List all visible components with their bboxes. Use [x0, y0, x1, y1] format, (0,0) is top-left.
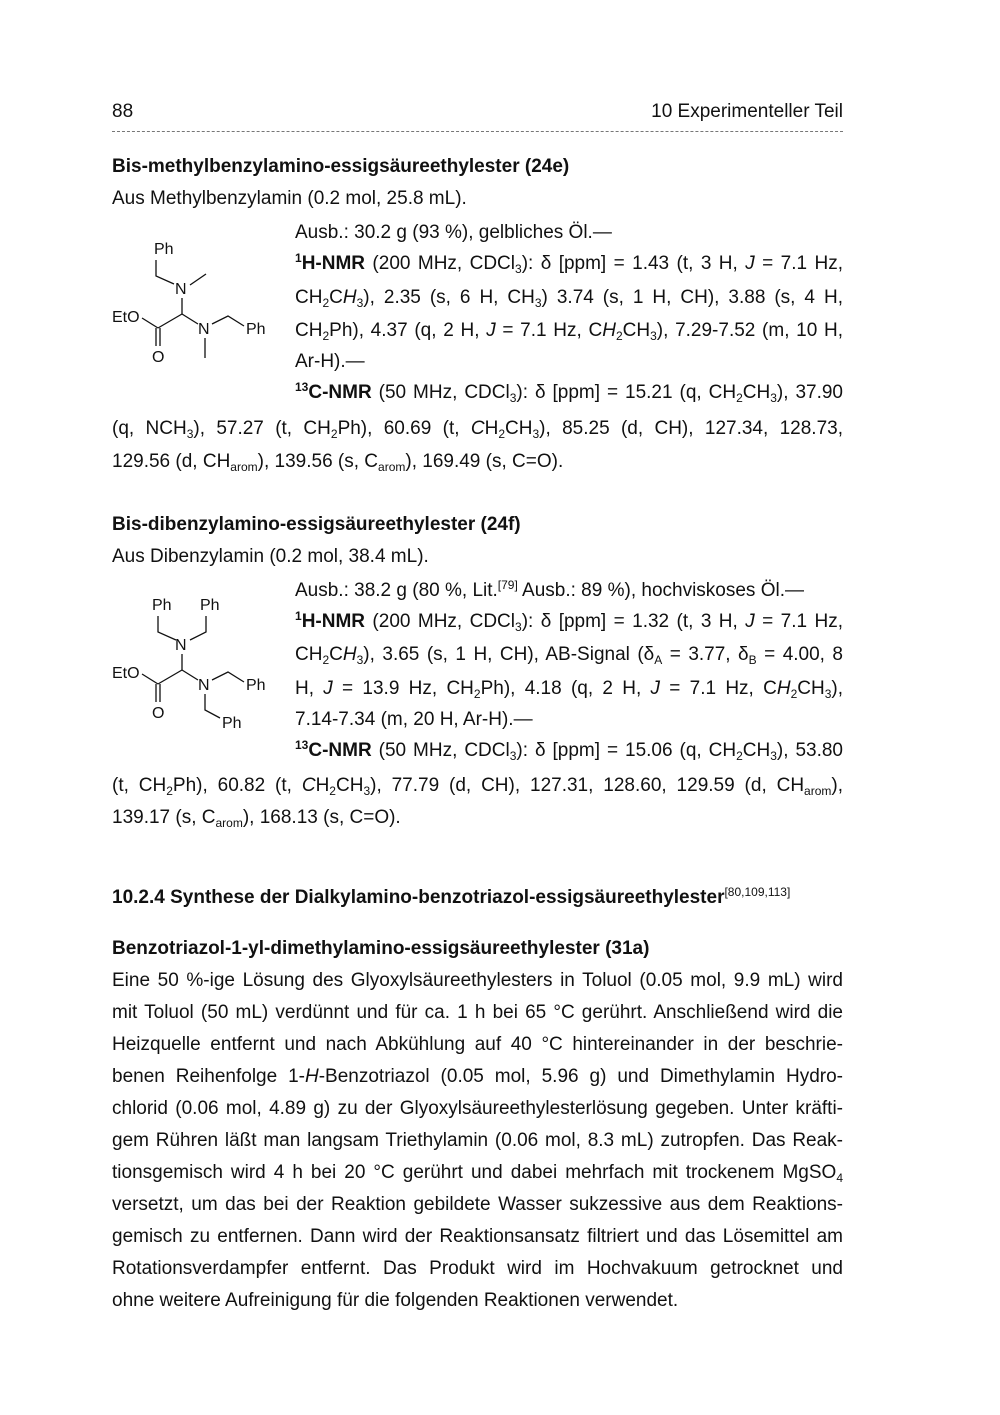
ausb-24f: Ausb.: 38.2 g (80 %, Lit.[79] Ausb.: 89 %), hochviskoses Öl.—: [295, 578, 804, 601]
page-number: 88: [112, 101, 134, 122]
body-31a-line5: chlorid (0.06 mol, 4.89 g) zu der Glyoxylsäureethylesterlösung gegeben. Unter kräfti-: [112, 1098, 843, 1119]
mol-24e-n1: N: [175, 281, 187, 298]
mol-24e-n2: N: [198, 321, 210, 338]
body-31a-line7: tionsgemisch wird 4 h bei 20 °C gerührt und dabei mehrfach mit trockenem MgSO$_4$: [112, 1162, 843, 1185]
mol-24f-eto: EtO: [112, 665, 140, 682]
mol-24e-eto: EtO: [112, 309, 140, 326]
body-31a-line6: gem Rühren läßt man langsam Triethylamin (0.06 mol, 8.3 mL) zutropfen. Das Reak-: [112, 1130, 843, 1151]
mol-24e-bond-me: [190, 274, 206, 285]
body-31a-line4: benen Reihenfolge 1-H-Benzotriazol (0.05 mol, 5.96 g) und Dimethylamin Hydro-: [112, 1066, 843, 1087]
mol-24f-bond-ch-n2: [182, 670, 198, 680]
hnmr-24f-line1: $^1$H-NMR (200 MHz, CDCl$_3$): δ [ppm] = 1.32 (t, 3 H, J = 7.1 Hz,: [295, 609, 843, 634]
cnmr-24f-line3: 139.17 (s, $C_{arom}$), 168.13 (s, C=O).: [112, 807, 401, 830]
mol-24f-ph3: Ph: [246, 677, 266, 694]
structure-24e: [108, 232, 288, 372]
mol-24f-bond-bn3: [212, 672, 244, 682]
mol-24e-bond-c-ch: [158, 314, 182, 328]
mol-24f-ph2: Ph: [200, 597, 220, 614]
body-31a-line11: ohne weitere Aufreinigung für die folgenden Reaktionen verwendet.: [112, 1290, 679, 1311]
cnmr-24f-line2: (t, $CH_2Ph$), 60.82 (t, $CH_2CH_3$), 77.79 (d, CH), 127.31, 128.60, 129.59 (d, $CH_{arom}$),: [112, 775, 843, 798]
source-24f: Aus Dibenzylamin (0.2 mol, 38.4 mL).: [112, 546, 429, 567]
mol-24e-bond-ch2: [156, 260, 174, 284]
mol-24f-ph4: Ph: [222, 715, 242, 732]
mol-24f-bond-c-ch: [158, 670, 182, 684]
cnmr-24e-line2: (q, $NCH_3$), 57.27 (t, $CH_2Ph$), 60.69 (t, $CH_2CH_3$), 85.25 (d, CH), 127.34, 128.73,: [112, 418, 843, 441]
body-31a-line10: Rotationsverdampfer entfernt. Das Produkt wird im Hochvakuum getrocknet und: [112, 1258, 843, 1279]
cnmr-24e-line1: $^{13}$C-NMR (50 MHz, CDCl$_3$): δ [ppm] = 15.21 (q, $CH_2CH_3$), 37.90: [295, 380, 843, 405]
mol-24e-bond-o-c: [142, 318, 158, 328]
ausb-24e: Ausb.: 30.2 g (93 %), gelbliches Öl.—: [295, 222, 612, 243]
mol-24f-bond-bn2: [190, 616, 206, 640]
chapter-title: 10 Experimenteller Teil: [651, 101, 843, 122]
section-refs: [80,109,113]: [724, 885, 791, 899]
mol-24f-o: O: [152, 705, 165, 722]
mol-24f-ph1: Ph: [152, 597, 172, 614]
mol-24f-bond-bn4: [205, 694, 220, 718]
structure-24f: [108, 590, 288, 740]
hnmr-24e-line2: $CH_2CH_3$), 2.35 (s, 6 H, $CH_3$) 3.74 (s, 1 H, CH), 3.88 (s, 4 H,: [295, 287, 843, 310]
mol-24e-ph-top: Ph: [154, 241, 174, 258]
hnmr-24e-line3: $CH_2Ph$), 4.37 (q, 2 H, J = 7.1 Hz, $CH_2CH_3$), 7.29-7.52 (m, 10 H,: [295, 320, 843, 343]
compound-title-31a: Benzotriazol-1-yl-dimethylamino-essigsäureethylester (31a): [112, 938, 650, 959]
body-31a-line8: versetzt, um das bei der Reaktion gebildete Wasser sukzessive aus dem Reaktions-: [112, 1194, 843, 1215]
cnmr-24f-line1: $^{13}$C-NMR (50 MHz, CDCl$_3$): δ [ppm] = 15.06 (q, $CH_2CH_3$), 53.80: [295, 738, 843, 763]
mol-24e-bond-ch-n2: [182, 314, 198, 324]
hnmr-24e-line4: Ar-H).—: [295, 351, 365, 372]
mol-24f-bond-o-c: [142, 674, 158, 684]
body-31a-line3: Heizquelle entfernt und nach Abkühlung auf 40 °C hintereinander in der beschrie-: [112, 1034, 843, 1055]
compound-title-24f: Bis-dibenzylamino-essigsäureethylester (24f): [112, 514, 521, 535]
hnmr-24f-line3: H, J = 13.9 Hz, $CH_2Ph$), 4.18 (q, 2 H, J = 7.1 Hz, $CH_2CH_3$),: [295, 678, 843, 701]
section-heading: 10.2.4 Synthese der Dialkylamino-benzotriazol-essigsäureethylester[80,109,113]: [112, 885, 791, 908]
mol-24e-o: O: [152, 349, 165, 366]
hnmr-24f-line4: 7.14-7.34 (m, 20 H, Ar-H).—: [295, 709, 533, 730]
compound-title-24e: Bis-methylbenzylamino-essigsäureethylester (24e): [112, 156, 570, 177]
body-31a-line9: gemisch zu entfernen. Dann wird der Reaktionsansatz filtriert und das Lösemittel am: [112, 1226, 843, 1247]
body-31a-line2: mit Toluol (50 mL) verdünnt und für ca. 1 h bei 65 °C gerührt. Anschließend wird die: [112, 1002, 843, 1023]
body-31a-line1: Eine 50 %-ige Lösung des Glyoxylsäureethylesters in Toluol (0.05 mol, 9.9 mL) wird: [112, 970, 843, 991]
hnmr-24f-line2: $CH_2CH_3$), 3.65 (s, 1 H, CH), AB-Signal ($\delta_A = 3.77$, $\delta_B = 4.00$, 8: [295, 644, 843, 667]
hnmr-24e-line1: $^1$H-NMR (200 MHz, CDCl$_3$): δ [ppm] = 1.43 (t, 3 H, J = 7.1 Hz,: [295, 251, 843, 276]
mol-24e-bond-bn: [212, 316, 244, 326]
header-rule: [112, 131, 843, 132]
mol-24f-n1: N: [175, 637, 187, 654]
cnmr-24e-line3: 129.56 (d, $CH_{arom}$), 139.56 (s, $C_{arom}$), 169.49 (s, C=O).: [112, 451, 564, 474]
mol-24f-bond-bn1: [158, 616, 176, 640]
source-24e: Aus Methylbenzylamin (0.2 mol, 25.8 mL).: [112, 188, 467, 209]
mol-24f-n2: N: [198, 677, 210, 694]
mol-24e-ph-right: Ph: [246, 321, 266, 338]
